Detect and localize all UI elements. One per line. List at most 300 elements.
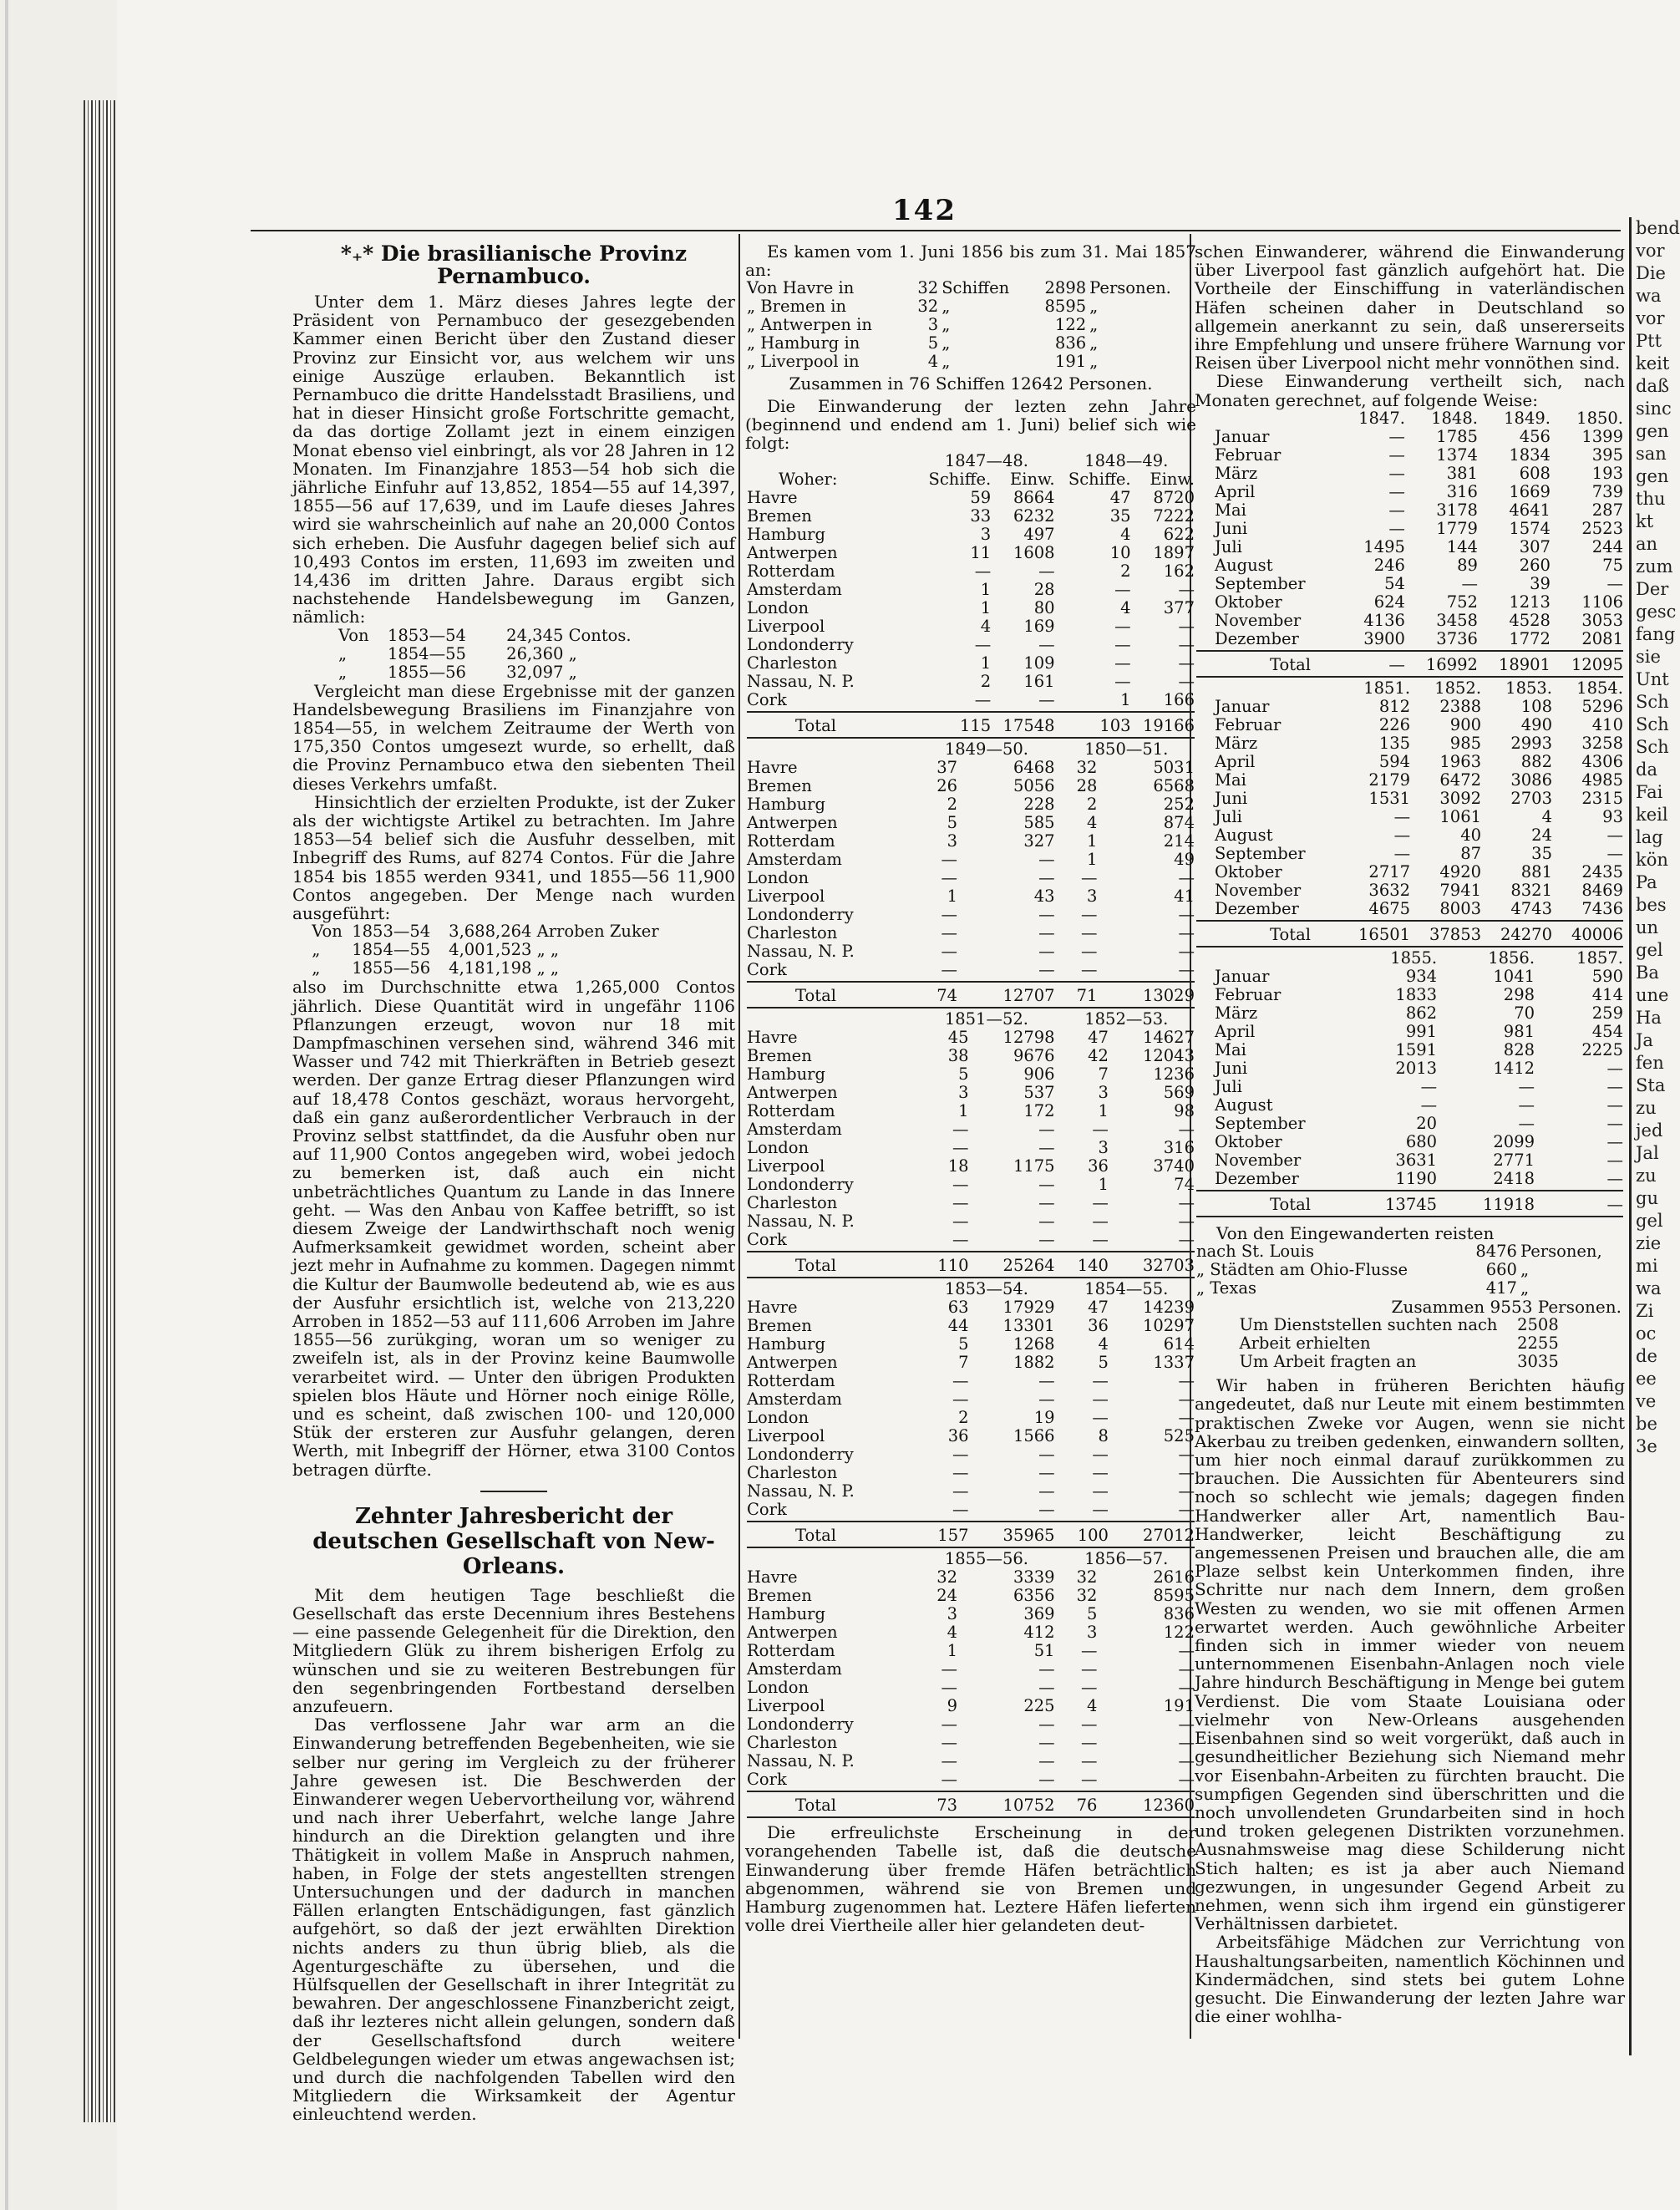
table-cell: — [1114,635,1131,655]
table-row [745,279,1196,297]
table-cell: 8595 [1153,1586,1195,1606]
table-cell: — [1038,1463,1055,1483]
edge-fragment: une [1636,985,1669,1005]
table-cell: 660 [1485,1260,1517,1280]
table-cell: — [1178,1500,1195,1520]
table-cell: Cork [747,1500,787,1520]
total-row [745,1524,1196,1545]
table-cell: 2099 [1493,1131,1535,1151]
table-cell: — [1080,1659,1098,1679]
table-cell: 7941 [1439,880,1482,900]
table-cell: 16501 [1358,924,1411,944]
table-cell: 12043 [1142,1046,1195,1066]
table-row: „ 1855—56 4,181,198 „ „ [312,958,560,978]
table-cell: 6356 [1013,1586,1055,1606]
table-cell: Nassau, N. P. [747,1212,855,1232]
table-cell: 193 [1591,463,1623,483]
edge-fragment: kön [1636,850,1668,870]
table-cell: 2 [1120,561,1131,582]
table-cell: 2179 [1368,770,1411,790]
table-cell: „ [1089,297,1099,317]
table-cell: 1 [1098,1175,1109,1195]
table-cell: — [1178,960,1195,980]
table-cell: 157 [937,1526,969,1546]
table-cell: 2435 [1581,861,1623,881]
table-cell: — [1420,1076,1438,1096]
edge-fragment: keit [1636,353,1670,373]
table-cell: — [1178,1733,1195,1753]
table-cell: Liverpool [747,887,825,907]
rule [747,737,1195,739]
month-table [1195,409,1625,679]
table-cell: 9676 [1013,1046,1055,1066]
table-cell: Londonderry [747,1445,854,1465]
table-cell: 73 [936,1796,958,1816]
edge-fragment: zie [1636,1233,1662,1253]
table-row [745,1084,1196,1102]
table-cell: — [1178,1445,1195,1465]
year-header: 1856. [1488,948,1535,968]
table-cell: Hamburg [747,1064,825,1085]
table-cell: 752 [1446,592,1478,612]
table-cell: — [1393,843,1411,863]
total-row [1195,923,1625,944]
table-cell: Schiffen [942,278,1010,298]
table-cell: — [1038,1175,1055,1195]
year-header: 1855. [1390,948,1438,968]
table-cell: 307 [1519,536,1551,556]
arrivals-table [745,279,1196,371]
table-cell: 100 [1077,1526,1109,1546]
table-cell: April [1215,751,1256,771]
table-cell: — [952,1230,969,1250]
edge-fragment: fen [1636,1053,1664,1073]
table-cell: 80 [1033,598,1055,618]
table-cell: — [1606,1058,1623,1078]
table-cell: 44 [947,1316,969,1336]
table-cell: 41 [1174,887,1195,907]
table-cell: 4675 [1368,898,1411,918]
table-cell: Londonderry [747,905,854,925]
table-cell: 2771 [1493,1150,1535,1170]
table-cell: Bremen [747,1586,812,1606]
table-cell: Bremen [747,776,812,796]
table-cell: 2616 [1153,1567,1195,1588]
table-cell: 27012 [1142,1526,1195,1546]
edge-fragment: vor [1636,241,1665,261]
table-cell: — [1393,825,1411,845]
table-cell: 2 [980,672,992,692]
table-cell: 1669 [1509,481,1551,501]
table-cell: 1061 [1439,806,1482,826]
table-cell: 4 [1120,598,1131,618]
table-row [745,1587,1196,1605]
edge-fragment: an [1636,534,1658,554]
table-row [1195,734,1625,753]
column-2 [745,242,1196,1934]
table-cell: 4136 [1363,610,1405,630]
table-cell: 24 [1531,825,1552,845]
table-cell: 1566 [1013,1426,1055,1446]
table-cell: 32703 [1142,1256,1195,1276]
table-cell: 228 [1023,795,1055,815]
table-cell: — [1518,1095,1535,1115]
table-cell: 585 [1023,813,1055,833]
table-cell: 2717 [1368,861,1411,881]
column-rule-1 [738,234,740,2039]
table-cell: — [1092,1120,1109,1140]
table-cell: Havre [747,1028,798,1048]
table-cell: — [1038,1390,1055,1410]
table-cell: — [1388,518,1405,538]
table-cell: 161 [1023,672,1055,692]
table-cell: — [1038,1230,1055,1250]
table-cell: „ Bremen in [747,297,847,317]
table-row [745,1029,1196,1047]
table-cell: Dezember [1215,628,1299,648]
table-cell: — [1080,1715,1098,1735]
table-cell: 108 [1520,696,1552,716]
year-header-row [1195,409,1625,428]
table-cell: Cork [747,960,787,980]
table-cell: — [1606,1095,1623,1115]
table-cell: Rotterdam [747,831,835,851]
table-cell: — [1092,1230,1109,1250]
table-cell: 4 [927,352,939,372]
table-cell: — [974,635,992,655]
month-table [1195,949,1625,1219]
table-cell: 70 [1514,1003,1535,1023]
table-row [1195,483,1625,501]
edge-fragment: Sch [1636,737,1669,757]
table-cell: London [747,868,810,888]
table-cell: 991 [1405,1021,1438,1041]
table-cell: März [1215,463,1258,483]
table-cell: 13745 [1385,1194,1438,1214]
table-row [1195,698,1625,716]
year-header: 1847—48. [944,451,1028,471]
table-cell: 2388 [1439,696,1482,716]
table-cell: — [941,1678,958,1698]
table-cell: Juli [1215,806,1242,826]
immigration-tables [745,452,1196,1820]
table-row [745,599,1196,617]
table-cell: — [1178,905,1195,925]
table-cell: 3740 [1153,1156,1195,1176]
table-cell: Total [795,1796,836,1816]
edge-fragment: gu [1636,1188,1658,1208]
table-cell: 1834 [1509,445,1551,465]
table-cell: 454 [1591,1021,1623,1041]
table-cell: „ Antwerpen in [747,315,872,335]
table-cell: „ Liverpool in [747,352,860,372]
table-cell: Charleston [747,653,838,673]
table-cell: Dezember [1215,1168,1299,1188]
table-cell: 32 [1076,758,1098,778]
table-cell: 1399 [1581,426,1623,446]
table-cell: — [1606,825,1623,845]
table-cell: 191 [1163,1696,1195,1716]
edge-fragment: Jal [1636,1143,1659,1163]
table-cell [745,740,916,759]
table-cell: 316 [1446,481,1478,501]
table-cell: 20 [1416,1113,1438,1133]
table-row [1195,446,1625,465]
table-cell: 1 [947,1641,958,1661]
table-cell: — [1606,1076,1623,1096]
table-cell: — [1388,654,1405,674]
table-row [745,1752,1196,1771]
table-cell: 3632 [1368,880,1411,900]
table-row [745,1427,1196,1445]
table-row [745,1660,1196,1679]
table-cell: Oktober [1215,1131,1282,1151]
table-cell: 35 [1531,843,1552,863]
table-row [745,759,1196,777]
table-row [745,1212,1196,1231]
table-cell: August [1215,555,1273,575]
table-cell: 5031 [1153,758,1195,778]
table-cell: 13029 [1142,986,1195,1006]
paragraph: Die erfreulichste Erscheinung in der vorangehenden Tabelle ist, daß die deutsche Einwanderung über fremde Häfen beträchtlich abgenommen, während sie von Bremen und Hamburg zugenommen hat. Leztere Häfen lieferten volle drei Viertheile aller hier gelandeten deut- [745,1822,1196,1936]
table-cell: 35965 [1002,1526,1055,1546]
table-cell: Nassau, N. P. [747,1481,855,1501]
table-row [745,1176,1196,1194]
table-cell: Londonderry [747,1175,854,1195]
table-cell: 7436 [1581,898,1623,918]
table-row [745,1298,1196,1317]
table-cell: — [1178,617,1195,637]
table-row [745,1139,1196,1157]
table-cell: 5 [958,1334,969,1354]
edge-fragment: jed [1636,1120,1663,1141]
table-cell: April [1215,481,1256,501]
table-cell: — [1178,1751,1195,1771]
year-header-row [745,1280,1196,1298]
table-cell: 40006 [1571,924,1623,944]
rule [747,1251,1195,1252]
table-cell: Oktober [1215,861,1282,881]
edge-fragment: gen [1636,421,1669,441]
table-row [1195,808,1625,826]
table-cell: 42 [1088,1046,1109,1066]
table-cell: 874 [1163,813,1195,833]
table-cell: 934 [1405,966,1438,986]
table-cell: 5 [947,813,958,833]
year-header-row [745,452,1196,470]
table-cell: 490 [1520,714,1552,734]
port-table [745,740,1196,1010]
table-cell: — [1080,1733,1098,1753]
table-cell: Antwerpen [747,813,838,833]
table-cell: — [1080,942,1098,962]
edge-fragment: Unt [1636,669,1669,689]
table-cell: — [1114,580,1131,600]
table-cell: London [747,1678,810,1698]
table-cell: 7 [1098,1064,1109,1085]
table-cell: Hamburg [747,1334,825,1354]
table-cell: Februar [1215,714,1282,734]
table-cell: 2 [958,1408,969,1428]
table-row [745,1120,1196,1139]
table-cell: — [1080,868,1098,888]
table-cell: — [1178,1371,1195,1391]
table-row [1195,826,1625,845]
table-cell: Charleston [747,923,838,943]
table-row [1195,428,1625,446]
table-cell: 7222 [1153,506,1195,526]
table-row [745,1354,1196,1372]
table-cell: 71 [1076,986,1098,1006]
table-row [745,942,1196,961]
table-cell: 12798 [1002,1028,1055,1048]
table-cell: 36 [1088,1316,1109,1336]
table-row [745,1605,1196,1623]
year-header: 1854. [1576,678,1623,698]
table-cell: 75 [1602,555,1623,575]
table-cell: — [1038,1138,1055,1158]
edge-fragment: gen [1636,466,1669,486]
table-row [745,1715,1196,1734]
table-cell: Nassau, N. P. [747,672,855,692]
table-cell: — [1178,653,1195,673]
table-cell: Hamburg [747,795,825,815]
table-cell: — [1038,1445,1055,1465]
column-header-row [745,470,1196,489]
table-cell: — [1178,1715,1195,1735]
table-cell: 1785 [1436,426,1478,446]
table-cell: 1 [980,580,992,600]
table-cell: — [952,1463,969,1483]
table-cell: 39 [1530,573,1551,593]
table-cell: — [1393,806,1411,826]
table-row [1195,630,1625,648]
table-cell: 906 [1023,1064,1055,1085]
table-cell: Charleston [747,1193,838,1213]
table-cell: 252 [1163,795,1195,815]
table-cell: — [1178,1408,1195,1428]
table-row [745,1231,1196,1249]
table-cell: März [1215,733,1258,753]
table-cell: 18901 [1498,654,1551,674]
rule [747,1521,1195,1522]
table-cell: 1213 [1509,592,1551,612]
table-cell [745,452,916,470]
table-row [745,636,1196,654]
table-row [1195,1096,1625,1115]
table-cell: 417 [1485,1278,1517,1298]
year-header: 1857. [1576,948,1623,968]
table-cell: 166 [1163,690,1195,710]
table-cell: — [1038,868,1055,888]
table-cell: 2898 [1044,278,1087,298]
table-cell: 6468 [1013,758,1055,778]
table-cell: — [1178,1659,1195,1679]
edge-fragment: Die [1636,263,1666,283]
table-cell: „ [942,333,951,353]
table-cell: 122 [1163,1623,1195,1643]
table-cell: — [941,942,958,962]
table-cell: 3631 [1395,1150,1438,1170]
table-cell: 98 [1174,1101,1195,1121]
table-cell: Liverpool [747,1696,825,1716]
table-row [745,1390,1196,1409]
table-cell: Londonderry [747,635,854,655]
table-cell: 828 [1503,1039,1535,1059]
table-cell: 6568 [1153,776,1195,796]
table-cell: — [1038,942,1055,962]
table-row [1195,716,1625,734]
table-cell: 3 [947,1604,958,1624]
table-row [745,581,1196,599]
table-cell: — [952,1390,969,1410]
total-row [745,1254,1196,1275]
table-row [745,1047,1196,1065]
table-cell: „ [1520,1260,1530,1280]
table-cell: — [1038,1659,1055,1679]
table-cell: 569 [1163,1083,1195,1103]
table-cell: — [941,1751,958,1771]
table-cell: Februar [1215,445,1282,465]
table-cell: Antwerpen [747,543,838,563]
table-cell: — [1178,1641,1195,1661]
table-cell: 5 [1087,1604,1098,1624]
rule [1196,1190,1623,1191]
table-cell: 1 [1087,850,1098,870]
table-cell: November [1215,1150,1302,1170]
table-cell: 32 [917,278,939,298]
table-row [1195,1170,1625,1188]
table-cell: 369 [1023,1604,1055,1624]
table-cell: — [941,923,958,943]
rule [1196,1216,1623,1217]
table-cell: 1 [980,653,992,673]
edge-fragment: Ha [1636,1008,1662,1028]
table-cell: März [1215,1003,1258,1023]
rule [747,711,1195,713]
table-cell: Liverpool [747,1156,825,1176]
table-cell: — [1038,635,1055,655]
table-cell: 8321 [1510,880,1552,900]
paragraph: Von den Eingewanderten reisten [1216,1222,1495,1243]
service-table [1238,1316,1561,1371]
table-cell: 3035 [1517,1352,1559,1372]
table-cell: 4 [980,617,992,637]
table-cell: — [1080,1641,1098,1661]
port-table [745,452,1196,740]
table-row [745,1335,1196,1354]
table-cell: — [941,960,958,980]
table-cell: Von Havre in [747,278,855,298]
table-row [745,334,1196,353]
table-cell: Antwerpen [747,1623,838,1643]
table-cell: 9 [947,1696,958,1716]
table-row [1195,1133,1625,1151]
year-header: 1855—56. [944,1549,1028,1569]
table-row [745,924,1196,942]
table-cell: 32 [1076,1567,1098,1588]
table-cell: 40 [1460,825,1482,845]
table-cell: — [1518,1076,1535,1096]
table-cell: 2508 [1517,1315,1559,1335]
table-cell: — [1518,1113,1535,1133]
table-cell: — [1178,1463,1195,1483]
edge-fragment: mi [1636,1256,1658,1276]
table-cell: 2 [947,795,958,815]
edge-fragment: san [1636,444,1667,464]
table-cell: — [952,1120,969,1140]
table-cell: Dezember [1215,898,1299,918]
